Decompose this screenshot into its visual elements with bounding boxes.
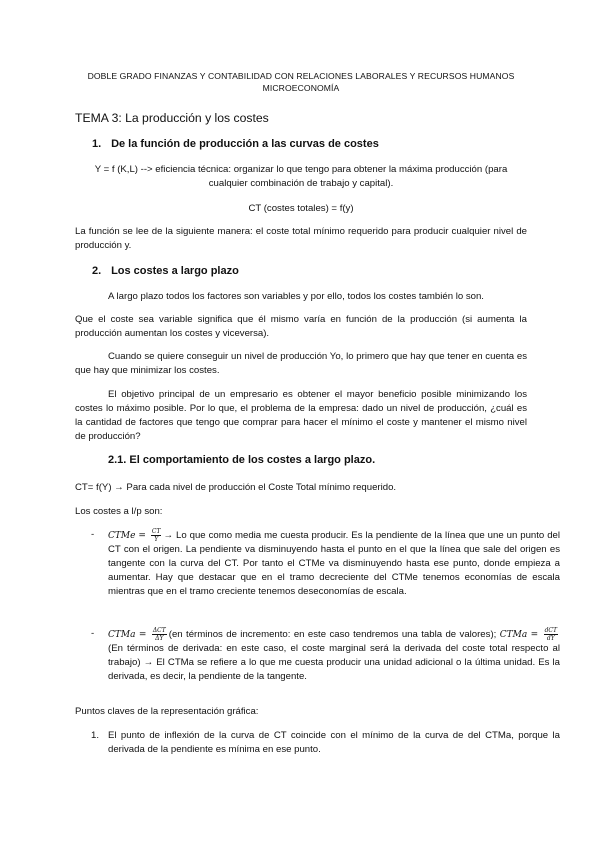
ctme-equals: = <box>138 531 146 542</box>
section-1-number: 1. <box>92 138 102 150</box>
key-point-number: 1. <box>91 730 100 741</box>
header-course <box>75 70 527 95</box>
header-line-2: MICROECONOMÍA <box>262 83 340 94</box>
section-2-paragraph-2: Que el coste sea variable significa que él mismo varía en función de la producción (si aumenta la producción aumentan los costes y viceversa). <box>75 314 527 339</box>
bullet-dash: - <box>91 628 95 639</box>
ctme-denominator: Y <box>154 536 159 543</box>
ctma-explanation-1: (en términos de incremento: en este caso tendremos una tabla de valores); <box>168 629 497 641</box>
bullet-dash: - <box>91 529 95 540</box>
ctma-fraction-increment <box>152 627 167 642</box>
section-2-heading <box>92 264 544 280</box>
section-2-paragraph-3: Cuando se quiere conseguir un nivel de producción Yo, lo primero que hay que tener en cuenta es que hay que minimizar los costes. <box>75 351 527 376</box>
section-1-title: De la función de producción a las curvas de costes <box>111 138 379 150</box>
costs-intro: Los costes a l/p son: <box>75 506 163 517</box>
section-2-paragraph-4: El objetivo principal de un empresario es obtener el mayor beneficio posible minimizando los costes lo máximo posible. Por lo que, el problema de la empresa: dado un nivel de producción, ¿cuál es la cantidad de factores que tengo que comprar para hacer el mínimo el coste y mantener el mismo nivel de producción? <box>75 389 527 442</box>
ctma-numerator-1: ΔCT <box>152 627 166 634</box>
ctme-numerator: CT <box>151 528 161 535</box>
header-line-1: DOBLE GRADO FINANZAS Y CONTABILIDAD CON RELACIONES LABORALES Y RECURSOS HUMANOS <box>87 71 515 81</box>
key-point-item <box>75 729 560 757</box>
cost-function-formula: CT (costes totales) = f(y) <box>248 203 354 214</box>
page-title: TEMA 3: La producción y los costes <box>75 111 269 125</box>
section-2-title: Los costes a largo plazo <box>111 265 239 277</box>
ctme-symbol: CTMe <box>108 531 136 542</box>
section-1-line-1: Y = f (K,L) --> eficiencia técnica: organizar lo que tengo para obtener la máxima producción (para <box>94 164 508 175</box>
ctme-fraction <box>151 528 162 543</box>
ct-definition-line: CT= f(Y) → Para cada nivel de producción el Coste Total mínimo requerido. <box>75 482 397 493</box>
key-points-intro: Puntos claves de la representación gráfica: <box>75 706 259 717</box>
section-1-heading <box>92 137 544 153</box>
section-2-number: 2. <box>92 265 102 277</box>
section-2-1-heading: 2.1. El comportamiento de los costes a largo plazo. <box>108 454 376 466</box>
ctma-denominator-1: ΔY <box>155 635 164 642</box>
section-1-paragraph: La función se lee de la siguiente manera: el coste total mínimo requerido para producir cualquier nivel de producción y. <box>75 226 527 251</box>
section-2-paragraph-1: A largo plazo todos los factores son variables y por ello, todos los costes también lo son. <box>108 291 484 302</box>
ctma-equals: = <box>138 630 147 641</box>
section-1-definition <box>75 163 527 191</box>
ctma-symbol-2: CTMa <box>499 630 528 641</box>
ctma-explanation-2: (En términos de derivada: en este caso, el coste marginal será la derivada del coste total respecto al trabajo) → El CTMa se refiere a lo que me cuesta producir una unidad adicional o la última unidad. Es la derivada, es decir, la pendiente de la tangente. <box>108 643 560 682</box>
ctma-denominator-2: dY <box>546 635 555 642</box>
ctma-symbol: CTMa <box>108 630 136 641</box>
section-1-line-2: cualquier combinación de trabajo y capital). <box>208 177 394 189</box>
list-item-ctme <box>75 528 560 599</box>
list-item-ctma <box>75 627 560 684</box>
ctma-numerator-2: dCT <box>544 627 557 634</box>
ctme-explanation: → Lo que como media me cuesta producir. Es la pendiente de la línea que une un punto del CT con el origen. La pendiente va disminuyendo hasta el punto en el que la línea que sale del origen es tangente con la curva del CT. Por tanto el CTMe va disminuyendo hasta ese punto, donde empieza a aumentar. Hay que destacar que en el tramo decreciente del CTMe tenemos economías de escala mientras que en el tramo creciente tenemos deseconomías de escala. <box>108 530 560 597</box>
ctma-equals-2: = <box>530 630 539 641</box>
ctma-fraction-derivative <box>544 627 558 642</box>
key-point-text: El punto de inflexión de la curva de CT coincide con el mínimo de la curva de del CTMa, porque la derivada de la pendiente es mínima en ese punto. <box>108 730 560 755</box>
